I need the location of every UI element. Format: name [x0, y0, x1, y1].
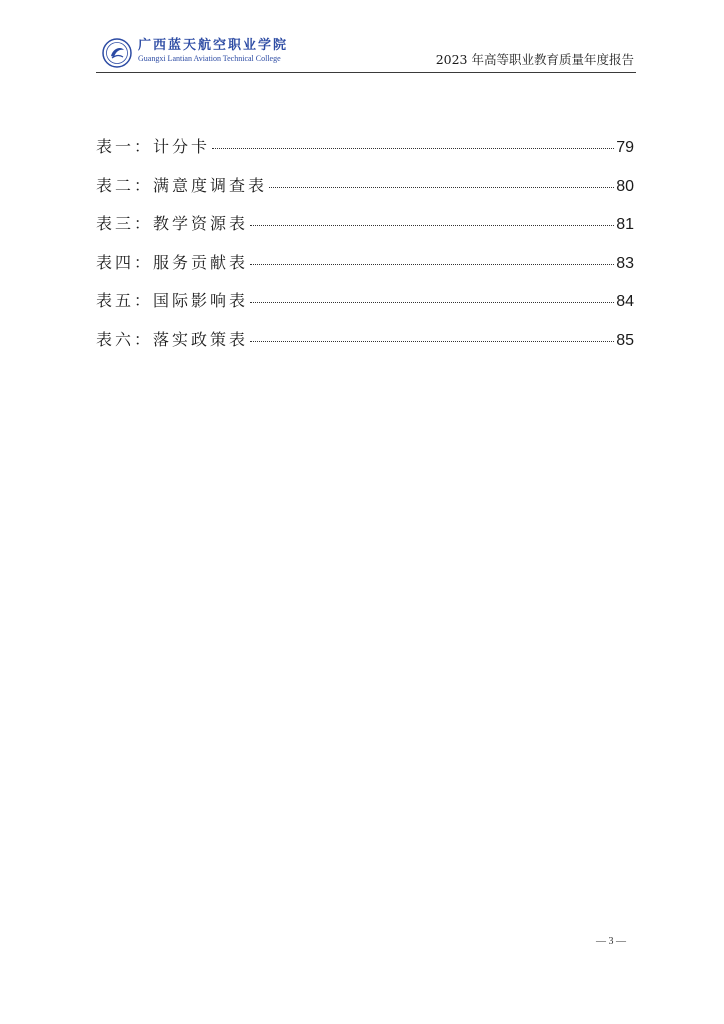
college-name-cn: 广西蓝天航空职业学院	[138, 38, 289, 53]
toc-entry-label: 表五：国际影响表	[96, 291, 249, 311]
toc-dot-leader	[212, 148, 614, 149]
toc-dot-leader	[250, 302, 614, 303]
college-name	[138, 39, 288, 63]
toc-entry-page: 83	[616, 254, 634, 272]
toc-entry[interactable]	[96, 250, 634, 289]
page-number: — 3 —	[596, 936, 626, 947]
toc-entry-label: 表二：满意度调查表	[96, 175, 268, 195]
toc-entry-page: 84	[616, 293, 634, 311]
toc-entry-page: 79	[616, 139, 634, 156]
toc-entry[interactable]	[96, 173, 634, 212]
toc-entry-page: 85	[616, 331, 634, 349]
toc-entry-label: 表一：计分卡	[96, 137, 211, 156]
toc-entry[interactable]	[96, 327, 634, 366]
toc-dot-leader	[250, 341, 614, 342]
toc-entry-page: 80	[616, 177, 634, 195]
toc-dot-leader	[250, 225, 614, 226]
toc-entry[interactable]	[96, 211, 634, 250]
toc-entry-page: 81	[616, 216, 634, 234]
college-name-en: Guangxi Lantian Aviation Technical College	[138, 54, 281, 63]
toc-entry[interactable]	[96, 288, 634, 327]
toc-entry-label: 表三：教学资源表	[96, 214, 249, 234]
toc-entry-label: 表四：服务贡献表	[96, 252, 249, 272]
page-header	[96, 36, 636, 73]
toc-dot-leader	[269, 187, 614, 188]
report-title: 2023 年高等职业教育质量年度报告	[435, 52, 634, 67]
toc-entry-label: 表六：落实政策表	[96, 329, 249, 349]
toc-entry[interactable]	[96, 134, 634, 173]
college-logo-icon	[102, 38, 132, 68]
table-of-contents	[96, 134, 634, 366]
toc-dot-leader	[250, 264, 614, 265]
